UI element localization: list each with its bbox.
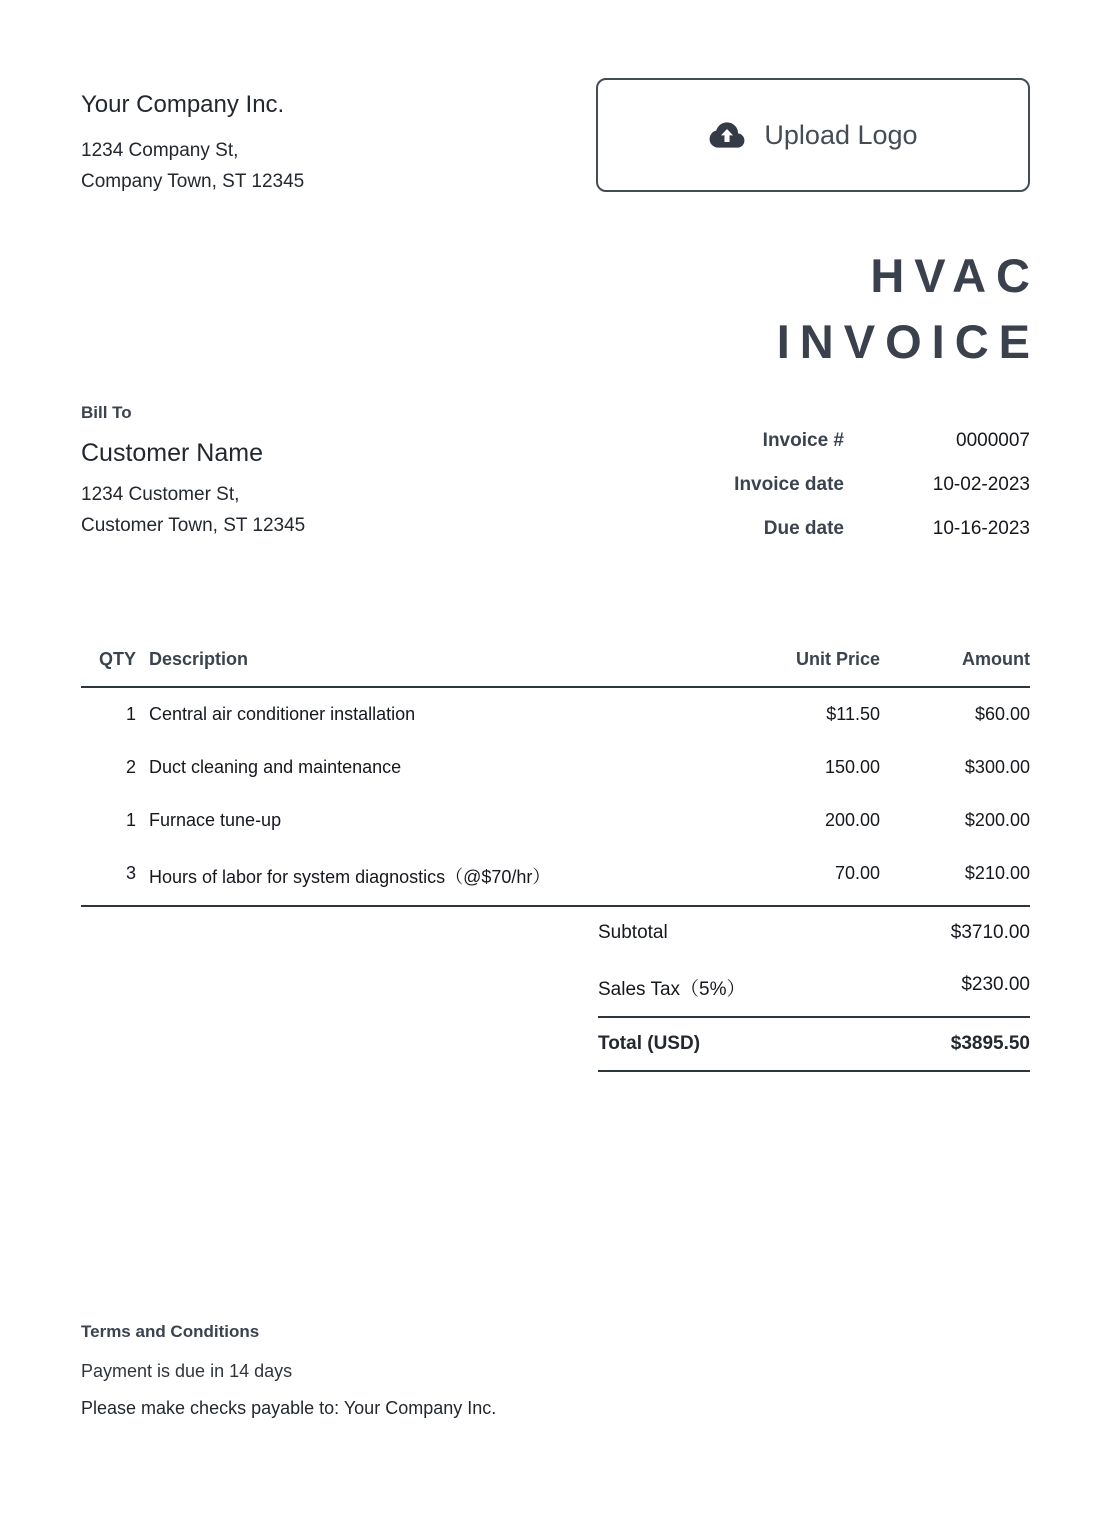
due-date-value: 10-16-2023 bbox=[932, 518, 1030, 539]
upload-logo-label: Upload Logo bbox=[764, 119, 918, 150]
cloud-upload-icon bbox=[708, 116, 746, 154]
row-qty: 1 bbox=[125, 704, 136, 724]
row-description: Duct cleaning and maintenance bbox=[149, 757, 402, 777]
row-description: Central air conditioner installation bbox=[149, 704, 416, 724]
total-row bbox=[598, 1016, 1030, 1070]
row-amount: $60.00 bbox=[974, 704, 1030, 724]
invoice-number-row bbox=[598, 429, 1030, 453]
due-date-label: Due date bbox=[763, 518, 844, 539]
sales-tax-row bbox=[598, 959, 1030, 1016]
company-address bbox=[81, 135, 304, 197]
items-table-header bbox=[81, 649, 1030, 688]
terms-section bbox=[81, 1322, 1030, 1419]
terms-heading: Terms and Conditions bbox=[81, 1322, 260, 1341]
sales-tax-label: Sales Tax（5%） bbox=[598, 979, 746, 1000]
customer-address-line1: 1234 Customer St, bbox=[81, 484, 240, 505]
invoice-date-row bbox=[598, 473, 1030, 497]
row-qty: 2 bbox=[125, 757, 136, 777]
company-address-line2: Company Town, ST 12345 bbox=[81, 171, 305, 192]
header-description: Description bbox=[149, 649, 249, 669]
invoice-page bbox=[0, 78, 1110, 1419]
row-unit-price: 150.00 bbox=[824, 757, 880, 777]
terms-line2: Please make checks payable to: Your Company Inc. bbox=[81, 1398, 497, 1418]
invoice-title-line2: INVOICE bbox=[776, 315, 1040, 368]
invoice-date-value: 10-02-2023 bbox=[932, 474, 1030, 495]
sales-tax-value: $230.00 bbox=[961, 974, 1030, 995]
invoice-number-label: Invoice # bbox=[762, 430, 844, 451]
table-row bbox=[81, 741, 1030, 794]
bill-to-block bbox=[81, 403, 305, 561]
row-description: Hours of labor for system diagnostics（@$70/hr） bbox=[149, 867, 551, 887]
total-value: $3895.50 bbox=[950, 1033, 1030, 1054]
row-unit-price: $11.50 bbox=[826, 704, 880, 724]
totals-section bbox=[598, 907, 1030, 1072]
row-unit-price: 70.00 bbox=[834, 863, 880, 883]
table-row bbox=[81, 847, 1030, 905]
row-amount: $300.00 bbox=[964, 757, 1030, 777]
row-qty: 1 bbox=[125, 810, 136, 830]
invoice-number-value: 0000007 bbox=[956, 430, 1030, 451]
upload-logo-button[interactable] bbox=[596, 78, 1030, 192]
customer-name: Customer Name bbox=[81, 439, 263, 467]
header bbox=[81, 78, 1030, 197]
row-description: Furnace tune-up bbox=[149, 810, 282, 830]
row-amount: $200.00 bbox=[964, 810, 1030, 830]
invoice-meta bbox=[598, 403, 1030, 561]
company-address-line1: 1234 Company St, bbox=[81, 140, 239, 161]
subtotal-value: $3710.00 bbox=[950, 922, 1030, 943]
subtotal-row bbox=[598, 907, 1030, 959]
subtotal-label: Subtotal bbox=[598, 922, 668, 943]
table-row bbox=[81, 794, 1030, 847]
due-date-row bbox=[598, 517, 1030, 541]
customer-address bbox=[81, 479, 305, 541]
info-section bbox=[81, 403, 1030, 561]
company-info bbox=[81, 78, 304, 197]
items-table bbox=[81, 649, 1030, 907]
page-title bbox=[81, 243, 1040, 375]
row-amount: $210.00 bbox=[964, 863, 1030, 883]
row-unit-price: 200.00 bbox=[824, 810, 880, 830]
table-row bbox=[81, 688, 1030, 741]
items-table-body bbox=[81, 688, 1030, 907]
company-name: Your Company Inc. bbox=[81, 91, 285, 118]
invoice-title-line1: HVAC bbox=[870, 249, 1040, 302]
row-qty: 3 bbox=[125, 863, 136, 883]
header-unit-price: Unit Price bbox=[795, 649, 880, 669]
header-qty: QTY bbox=[98, 649, 136, 669]
customer-address-line2: Customer Town, ST 12345 bbox=[81, 515, 306, 536]
header-amount: Amount bbox=[962, 649, 1030, 669]
invoice-date-label: Invoice date bbox=[734, 474, 844, 495]
bill-to-heading: Bill To bbox=[81, 403, 132, 422]
terms-line1: Payment is due in 14 days bbox=[81, 1361, 293, 1381]
total-label: Total (USD) bbox=[598, 1033, 701, 1054]
